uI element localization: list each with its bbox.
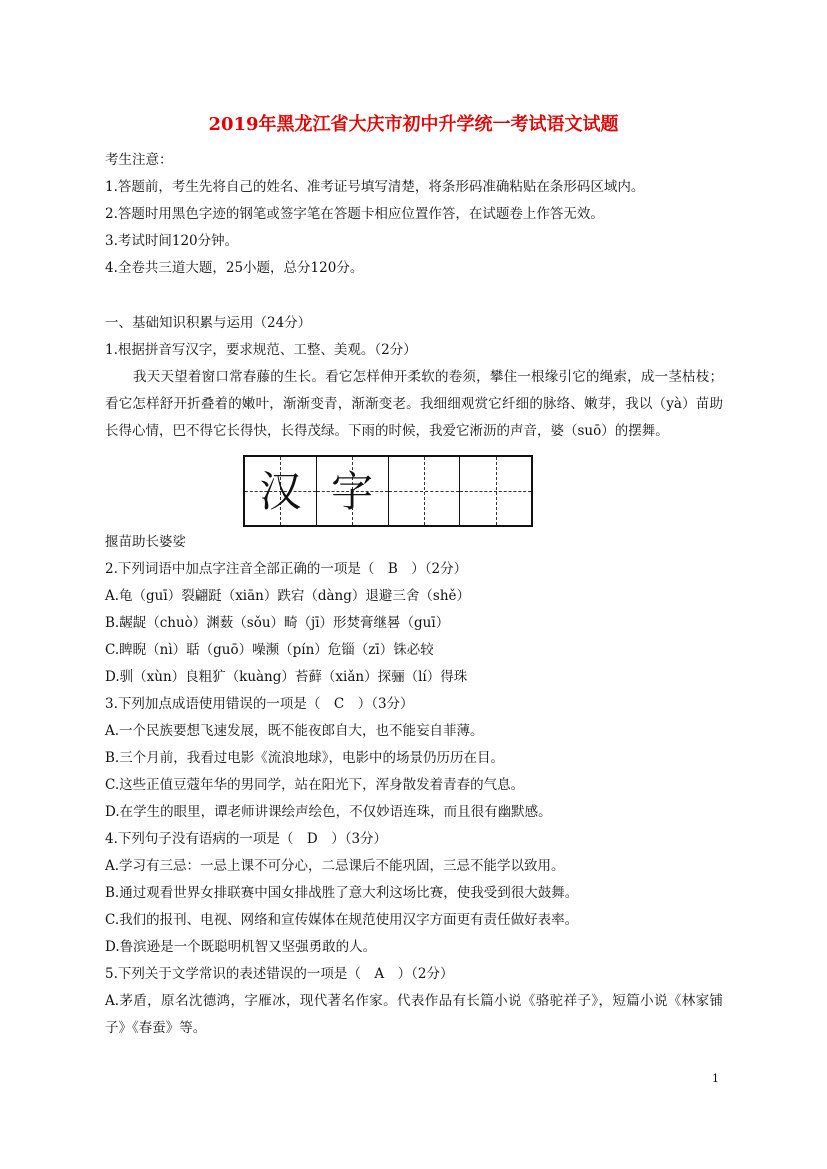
question-1-stem: 1.根据拼音写汉字，要求规范、工整、美观。（2分） [105, 342, 417, 358]
option: D.驯（xùn）良粗犷（kuàng）苔藓（xiǎn）探骊（lí）得珠 [105, 669, 468, 685]
section-heading: 一、基础知识积累与运用（24分） [105, 315, 312, 331]
notice-heading: 考生注意： [105, 152, 173, 168]
option: C.我们的报刊、电视、网络和宣传媒体在规范使用汉字方面更有责任做好表率。 [105, 912, 579, 928]
question-1-passage: 我天天望着窗口常春藤的生长。看它怎样伸开柔软的卷须，攀住一根缘引它的绳索，成一茎枯枝；看它怎样舒开折叠着的嫩叶，渐渐变青，渐渐变老。我细细观赏它纤细的脉络、嫩芽，我以（yà）苗助长得心情，巴不得它长得快，长得茂绿。下雨的时候，我爱它淅沥的声音，婆（suō）的摆舞。 [105, 369, 723, 439]
notice-item: 4.全卷共三道大题，25小题，总分120分。 [105, 260, 364, 276]
option: A.茅盾，原名沈德鸿，字雁冰，现代著名作家。代表作品有长篇小说《骆驼祥子》，短篇小说《林家铺子》《春蚕》等。 [105, 993, 723, 1036]
option: B.龌龊（chuò）渊薮（sǒu）畸（jī）形焚膏继晷（guī） [105, 615, 450, 631]
grid-cell: 汉 [245, 457, 316, 525]
grid-cell [388, 457, 460, 525]
grid-cell [459, 457, 531, 525]
option: C.睥睨（nì）聒（guō）噪濒（pín）危锱（zī）铢必较 [105, 642, 434, 658]
question-2-stem: 2.下列词语中加点字注音全部正确的一项是（ B ）（2分） [105, 561, 468, 577]
option: D.鲁滨逊是一个既聪明机智又坚强勇敢的人。 [105, 939, 377, 955]
document-body [105, 147, 723, 1042]
option: A.学习有三忌：一忌上课不可分心，二忌课后不能巩固，三忌不能学以致用。 [105, 858, 565, 874]
notice-item: 1.答题前，考生先将自己的姓名、准考证号填写清楚，将条形码准确粘贴在条形码区域内。 [105, 179, 645, 195]
question-4-stem: 4.下列句子没有语病的一项是（ D ）（3分） [105, 831, 388, 847]
grid-cell: 字 [316, 457, 388, 525]
option: B.通过观看世界女排联赛中国女排战胜了意大利这场比赛，使我受到很大鼓舞。 [105, 885, 579, 901]
option: C.这些正值豆蔻年华的男同学，站在阳光下，浑身散发着青春的气息。 [105, 777, 525, 793]
question-5-stem: 5.下列关于文学常识的表述错误的一项是（ A ）（2分） [105, 966, 454, 982]
page-number: 1 [712, 1072, 719, 1085]
question-3-stem: 3.下列加点成语使用错误的一项是（ C ）（3分） [105, 696, 414, 712]
option: A.一个民族要想飞速发展，既不能夜郎自大，也不能妄自菲薄。 [105, 723, 484, 739]
notice-item: 2.答题时用黑色字迹的钢笔或签字笔在答题卡相应位置作答，在试题卷上作答无效。 [105, 206, 604, 222]
notice-item: 3.考试时间120分钟。 [105, 233, 239, 249]
option: B.三个月前，我看过电影《流浪地球》，电影中的场景仍历历在目。 [105, 750, 504, 766]
question-1-answer: 揠苗助长婆娑 [105, 534, 186, 550]
option: D.在学生的眼里，谭老师讲课绘声绘色，不仅妙语连珠，而且很有幽默感。 [105, 804, 552, 820]
document-title: 2019年黑龙江省大庆市初中升学统一考试语文试题 [208, 114, 619, 135]
writing-grid [243, 455, 533, 527]
option: A.龟（guī）裂翩跹（xiān）跌宕（dàng）退避三舍（shě） [105, 588, 471, 604]
